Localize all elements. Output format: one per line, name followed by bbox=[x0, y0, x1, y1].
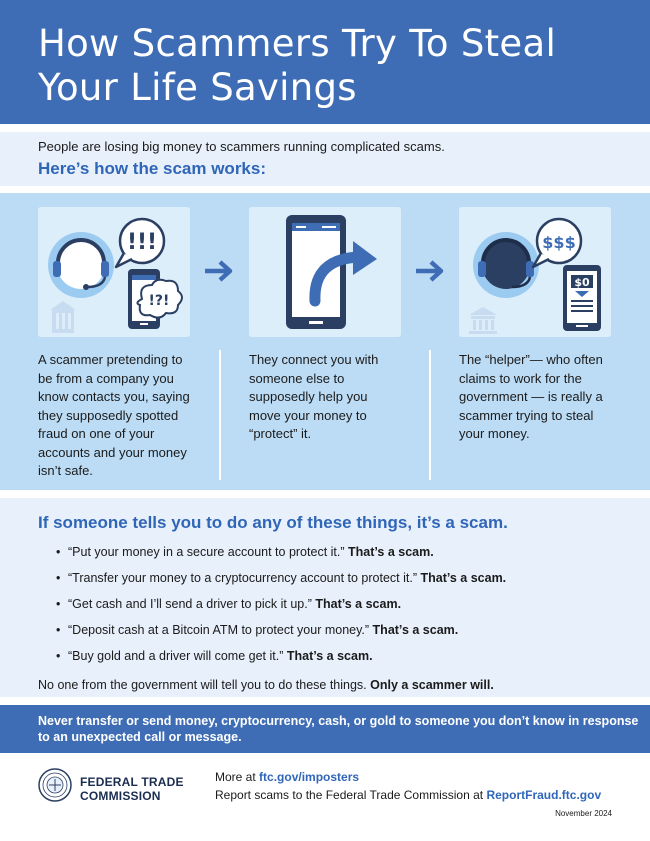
ftc-imposters-link[interactable]: ftc.gov/imposters bbox=[259, 770, 360, 784]
building-icon bbox=[50, 301, 76, 333]
speech-bubble-icon bbox=[116, 219, 164, 267]
warning-banner: Never transfer or send money, cryptocurrency, cash, or gold to someone you don’t know in response to an unexpected call or message. bbox=[0, 705, 650, 753]
arrow-right-icon bbox=[414, 259, 446, 283]
list-item: • “Transfer your money to a cryptocurrency account to protect it.” That’s a scam. bbox=[58, 571, 650, 586]
step-1-text: A scammer pretending to be from a company you know contacts you, saying they supposedly spotted fraud on one of your accounts and your money isn’t safe. bbox=[38, 352, 190, 478]
step-divider bbox=[219, 350, 221, 480]
transfer-illustration bbox=[249, 207, 401, 337]
phone-balance-text: $0 bbox=[574, 276, 590, 289]
report-line: Report scams to the Federal Trade Commission at ReportFraud.ftc.gov bbox=[215, 788, 602, 802]
arrow-right-icon bbox=[203, 259, 235, 283]
bubble-confused-text: !?! bbox=[148, 293, 170, 309]
ftc-seal-icon bbox=[38, 768, 72, 802]
page-header bbox=[0, 0, 650, 124]
rules-title: If someone tells you to do any of these things, it’s a scam. bbox=[38, 513, 508, 532]
fake-helper-illustration bbox=[459, 207, 611, 337]
list-item: • “Get cash and I’ll send a driver to pick it up.” That’s a scam. bbox=[58, 597, 650, 612]
page-title: How Scammers Try To Steal Your Life Savings bbox=[38, 22, 557, 109]
step-3-card bbox=[459, 207, 611, 337]
step-2-card bbox=[249, 207, 401, 337]
page-footer bbox=[0, 753, 650, 841]
publication-date: November 2024 bbox=[555, 809, 612, 818]
more-info-line: More at ftc.gov/imposters bbox=[215, 770, 360, 784]
step-1-card bbox=[38, 207, 190, 337]
bubble-money-text: $$$ bbox=[542, 233, 576, 252]
phone-icon bbox=[563, 265, 601, 331]
closing-statement: No one from the government will tell you to do these things. Only a scammer will. bbox=[38, 678, 494, 692]
list-item: • “Deposit cash at a Bitcoin ATM to protect your money.” That’s a scam. bbox=[58, 623, 650, 638]
headset-person-icon bbox=[48, 232, 114, 298]
step-3-text: The “helper”— who often claims to work for the government — is really a scammer trying to steal your money. bbox=[459, 352, 603, 441]
scam-list bbox=[58, 545, 650, 664]
list-item: • “Put your money in a secure account to protect it.” That’s a scam. bbox=[58, 545, 650, 560]
scam-rules-section bbox=[0, 498, 650, 697]
intro-section bbox=[0, 132, 650, 186]
report-fraud-link[interactable]: ReportFraud.ftc.gov bbox=[486, 788, 602, 802]
intro-subheading: Here’s how the scam works: bbox=[38, 159, 267, 178]
bubble-exclaim-text: !!! bbox=[126, 230, 158, 255]
list-item: • “Buy gold and a driver will come get it.” That’s a scam. bbox=[58, 649, 650, 664]
intro-text: People are losing big money to scammers running complicated scams. bbox=[38, 139, 445, 154]
headset-person-icon bbox=[473, 232, 539, 298]
speech-bubble-icon bbox=[533, 219, 581, 267]
step-divider bbox=[429, 350, 431, 480]
bank-icon bbox=[469, 307, 497, 334]
steps-section bbox=[0, 193, 650, 490]
scammer-calls-illustration bbox=[38, 207, 190, 337]
step-2-text: They connect you with someone else to supposedly help you move your money to “protect” it. bbox=[249, 352, 379, 441]
agency-name: FEDERAL TRADE COMMISSION bbox=[80, 775, 184, 803]
